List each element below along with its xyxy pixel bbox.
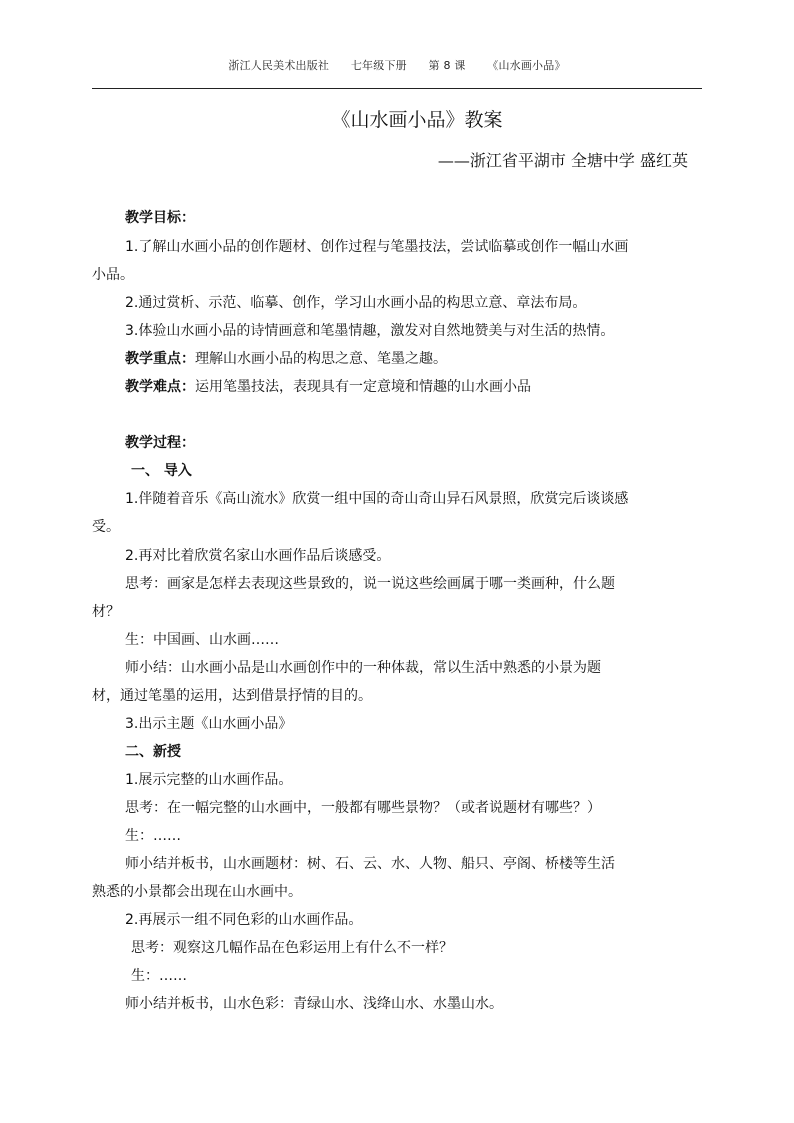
page-header bbox=[0, 57, 794, 73]
new-student-1: 生：…… bbox=[125, 828, 181, 844]
intro-p3: 3.出示主题《山水画小品》 bbox=[125, 716, 293, 732]
intro-p2: 2.再对比着欣赏名家山水画作品后谈感受。 bbox=[125, 548, 391, 564]
header-grade: 七年级下册 bbox=[350, 59, 407, 72]
new-p1: 1.展示完整的山水画作品。 bbox=[125, 772, 293, 788]
new-think-1: 思考：在一幅完整的山水画中，一般都有哪些景物？（或者说题材有哪些？） bbox=[125, 800, 601, 816]
header-divider bbox=[92, 88, 702, 89]
intro-summary-line1: 师小结：山水画小品是山水画创作中的一种体裁，常以生活中熟悉的小景为题 bbox=[125, 660, 601, 676]
objective-1-line2: 小品。 bbox=[92, 267, 134, 283]
header-lesson-title: 《山水画小品》 bbox=[487, 59, 566, 72]
difficulty-text: 运用笔墨技法，表现具有一定意境和情趣的山水画小品 bbox=[195, 379, 531, 395]
intro-think-line2: 材？ bbox=[92, 604, 120, 620]
new-heading: 二、新授 bbox=[125, 744, 181, 760]
header-publisher: 浙江人民美术出版社 bbox=[228, 59, 330, 72]
document-author: ——浙江省平湖市 全塘中学 盛红英 bbox=[437, 151, 688, 170]
objective-3: 3.体验山水画小品的诗情画意和笔墨情趣，激发对自然地赞美与对生活的热情。 bbox=[125, 323, 615, 339]
objective-1-line1: 1.了解山水画小品的创作题材、创作过程与笔墨技法，尝试临摹或创作一幅山水画 bbox=[125, 239, 629, 255]
objective-2: 2.通过赏析、示范、临摹、创作，学习山水画小品的构思立意、章法布局。 bbox=[125, 295, 587, 311]
intro-p1-line2: 受。 bbox=[92, 519, 120, 535]
intro-heading: 一、 导入 bbox=[131, 463, 192, 479]
objectives-heading: 教学目标： bbox=[125, 210, 195, 226]
new-student-2: 生：…… bbox=[131, 968, 187, 984]
key-point-text: 理解山水画小品的构思之意、笔墨之趣。 bbox=[195, 351, 447, 367]
intro-summary-line2: 材，通过笔墨的运用，达到借景抒情的目的。 bbox=[92, 688, 372, 704]
new-think-2: 思考：观察这几幅作品在色彩运用上有什么不一样？ bbox=[131, 940, 453, 956]
document-title: 《山水画小品》教案 bbox=[331, 109, 503, 131]
process-heading: 教学过程： bbox=[125, 435, 195, 451]
intro-think-line1: 思考：画家是怎样去表现这些景致的，说一说这些绘画属于哪一类画种，什么题 bbox=[125, 576, 615, 592]
key-point-label: 教学重点： bbox=[125, 351, 195, 367]
difficulty-label: 教学难点： bbox=[125, 379, 195, 395]
header-lesson: 第 8 课 bbox=[428, 59, 466, 72]
new-summary-2: 师小结并板书，山水色彩：青绿山水、浅绛山水、水墨山水。 bbox=[125, 996, 503, 1012]
intro-p1-line1: 1.伴随着音乐《高山流水》欣赏一组中国的奇山奇山异石风景照，欣赏完后谈谈感 bbox=[125, 491, 629, 507]
new-summary-1-line1: 师小结并板书，山水画题材：树、石、云、水、人物、船只、亭阁、桥楼等生活 bbox=[125, 856, 615, 872]
key-point bbox=[125, 348, 447, 368]
difficulty bbox=[125, 376, 531, 396]
new-p2: 2.再展示一组不同色彩的山水画作品。 bbox=[125, 912, 363, 928]
new-summary-1-line2: 熟悉的小景都会出现在山水画中。 bbox=[92, 884, 302, 900]
intro-student: 生：中国画、山水画…… bbox=[125, 632, 279, 648]
